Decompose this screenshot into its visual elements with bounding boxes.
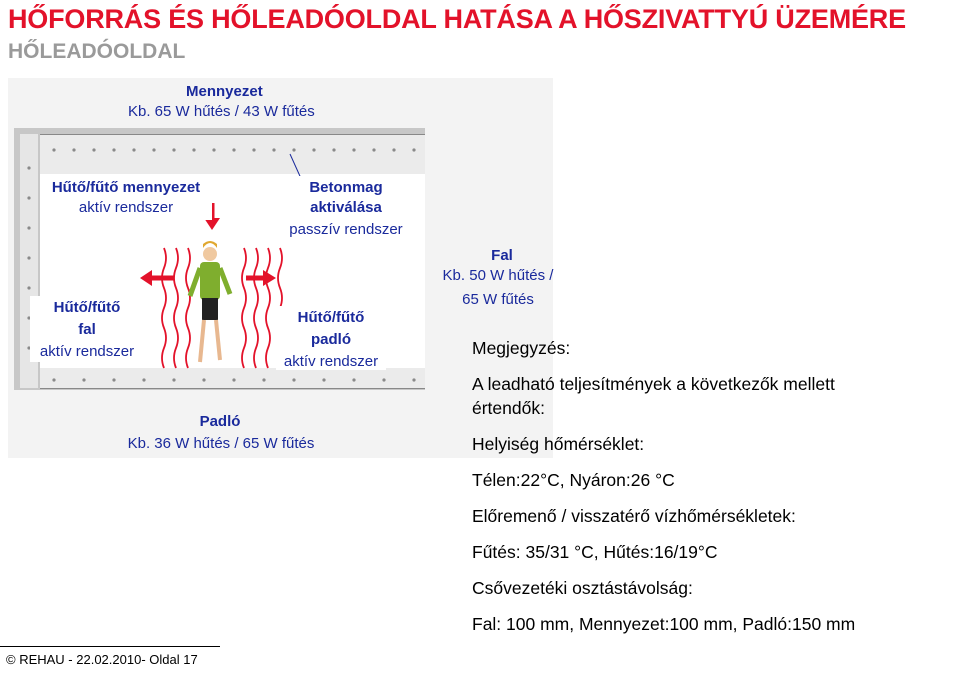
wall-system-title: Hűtő/fűtő [53, 299, 121, 316]
wall-title: Fal [491, 247, 513, 264]
notes-line-7: Csővezetéki osztástávolság: [472, 578, 693, 598]
page-subtitle: HŐLEADÓOLDAL [8, 40, 186, 63]
ceiling-system-type: aktív rendszer [78, 199, 174, 216]
ceiling-title: Mennyezet [186, 83, 263, 100]
floor-system-type: aktív rendszer [283, 353, 379, 370]
concrete-title: Betonmag [309, 179, 383, 196]
notes-heading: Megjegyzés: [472, 338, 571, 358]
notes-line-3: Helyiség hőmérséklet: [472, 434, 645, 454]
floor-title: Padló [199, 413, 241, 430]
notes-line-5: Előremenő / visszatérő vízhőmérsékletek: [472, 506, 796, 526]
concrete-subtitle: aktiválása [310, 199, 382, 216]
ceiling-system-title: Hűtő/fűtő mennyezet [51, 179, 201, 196]
floor-system-subtitle: padló [311, 331, 351, 348]
notes-line-1: A leadható teljesítmények a következők mellett [472, 374, 835, 394]
ceiling-value: Kb. 65 W hűtés / 43 W fűtés [128, 103, 315, 120]
wall-value-heating: 65 W fűtés [462, 291, 534, 308]
person-illustration [190, 241, 230, 362]
floor-value: Kb. 36 W hűtés / 65 W fűtés [127, 435, 315, 452]
wall-value-cooling: Kb. 50 W hűtés / [442, 267, 554, 284]
footer-text: © REHAU - 22.02.2010- Oldal 17 [6, 652, 198, 667]
concrete-type: passzív rendszer [289, 221, 403, 238]
notes-line-6: Fűtés: 35/31 °C, Hűtés:16/19°C [472, 542, 718, 562]
page-title: HŐFORRÁS ÉS HŐLEADÓOLDAL HATÁSA A HŐSZIVATTYÚ ÜZEMÉRE [8, 4, 906, 34]
wall-system-subtitle: fal [78, 321, 96, 338]
notes-line-4: Télen:22°C, Nyáron:26 °C [472, 470, 675, 490]
footer-divider [0, 646, 220, 647]
floor-system-title: Hűtő/fűtő [297, 309, 365, 326]
wall-system-type: aktív rendszer [39, 343, 135, 360]
notes-line-8: Fal: 100 mm, Mennyezet:100 mm, Padló:150 mm [472, 614, 856, 634]
notes-line-2: értendők: [472, 398, 545, 418]
